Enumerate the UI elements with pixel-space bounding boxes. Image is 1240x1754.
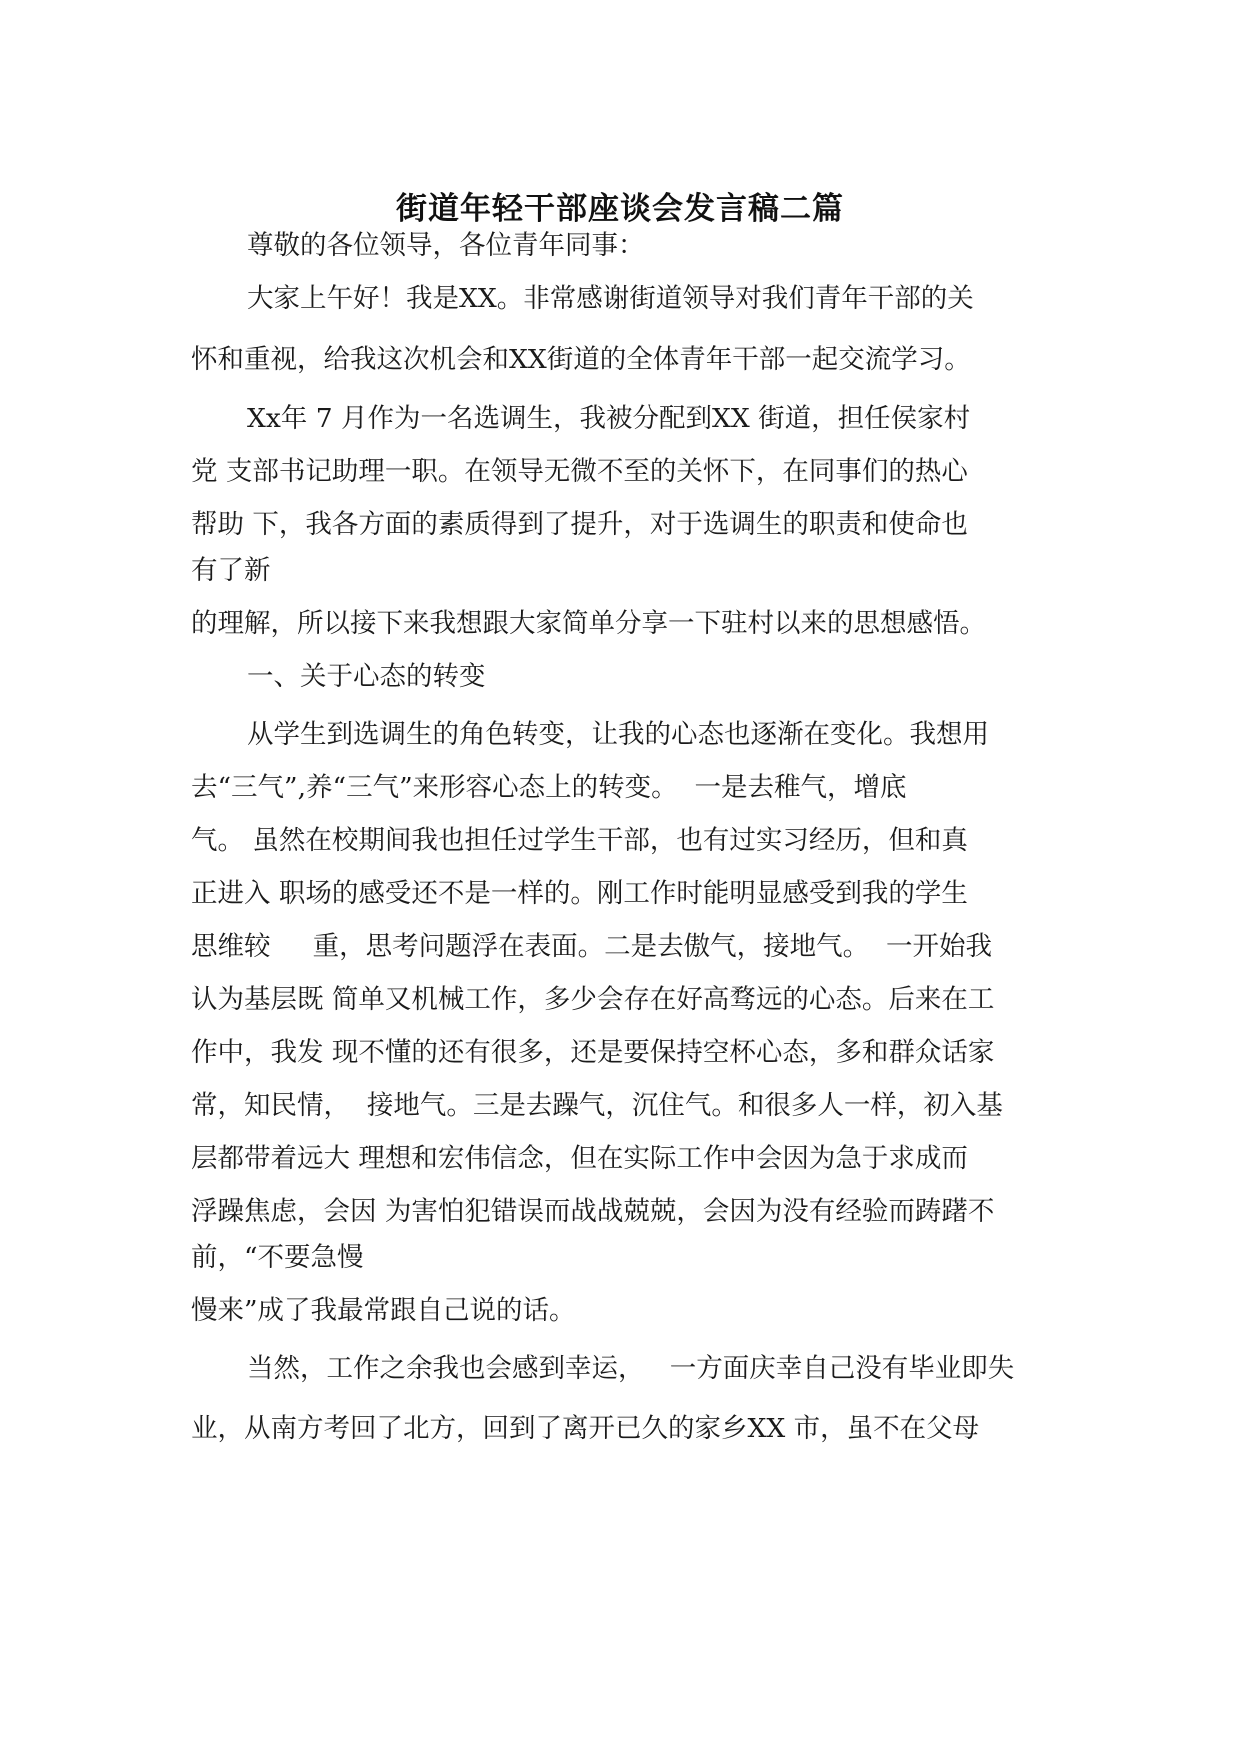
paragraph-line: 尊敬的各位领导，各位青年同事： — [247, 230, 645, 261]
paragraph-line: Xx年 7 月作为一名选调生，我被分配到XX 街道，担任侯家村 — [247, 403, 971, 434]
paragraph-line: 作中，我发 现不懂的还有很多，还是要保持空杯心态，多和群众话家 — [191, 1037, 995, 1068]
paragraph-line: 的理解，所以接下来我想跟大家简单分享一下驻村以来的思想感悟。 — [191, 608, 986, 639]
document-title: 街道年轻干部座谈会发言稿二篇 — [396, 191, 844, 227]
paragraph-line: 正进入 职场的感受还不是一样的。刚工作时能明显感受到我的学生 — [191, 878, 968, 909]
paragraph-line: 党 支部书记助理一职。在领导无微不至的关怀下，在同事们的热心 — [191, 456, 968, 487]
paragraph-line: 帮助 下，我各方面的素质得到了提升，对于选调生的职责和使命也 — [191, 509, 968, 540]
paragraph-line: 浮躁焦虑，会因 为害怕犯错误而战战兢兢，会因为没有经验而踌躇不 — [191, 1196, 995, 1227]
paragraph-line: 业，从南方考回了北方，回到了离开已久的家乡XX 市，虽不在父母 — [191, 1413, 980, 1444]
paragraph-line: 有了新 — [191, 555, 271, 586]
paragraph-line: 认为基层既 简单又机械工作，多少会存在好高骛远的心态。后来在工 — [191, 984, 995, 1015]
paragraph-line: 常，知民情， 接地气。三是去躁气，沉住气。和很多人一样，初入基 — [191, 1090, 1003, 1121]
section-heading: 一、关于心态的转变 — [247, 661, 486, 692]
paragraph-line: 气。 虽然在校期间我也担任过学生干部，也有过实习经历，但和真 — [191, 825, 968, 856]
paragraph-line: 大家上午好！我是XX。非常感谢街道领导对我们青年干部的关 — [247, 283, 974, 314]
paragraph-line: 从学生到选调生的角色转变，让我的心态也逐渐在变化。我想用 — [247, 719, 989, 750]
paragraph-line: 层都带着远大 理想和宏伟信念，但在实际工作中会因为急于求成而 — [191, 1143, 968, 1174]
paragraph-line: 思维较 重，思考问题浮在表面。二是去傲气，接地气。 一开始我 — [191, 931, 992, 962]
paragraph-line: 去“三气”,养“三气”来形容心态上的转变。 一是去稚气，增底 — [191, 772, 907, 803]
paragraph-line: 前，“不要急慢 — [191, 1242, 364, 1273]
paragraph-line: 当然，工作之余我也会感到幸运， 一方面庆幸自己没有毕业即失 — [247, 1353, 1015, 1384]
paragraph-line: 怀和重视，给我这次机会和XX街道的全体青年干部一起交流学习。 — [191, 344, 971, 375]
paragraph-line: 慢来”成了我最常跟自己说的话。 — [191, 1295, 576, 1326]
